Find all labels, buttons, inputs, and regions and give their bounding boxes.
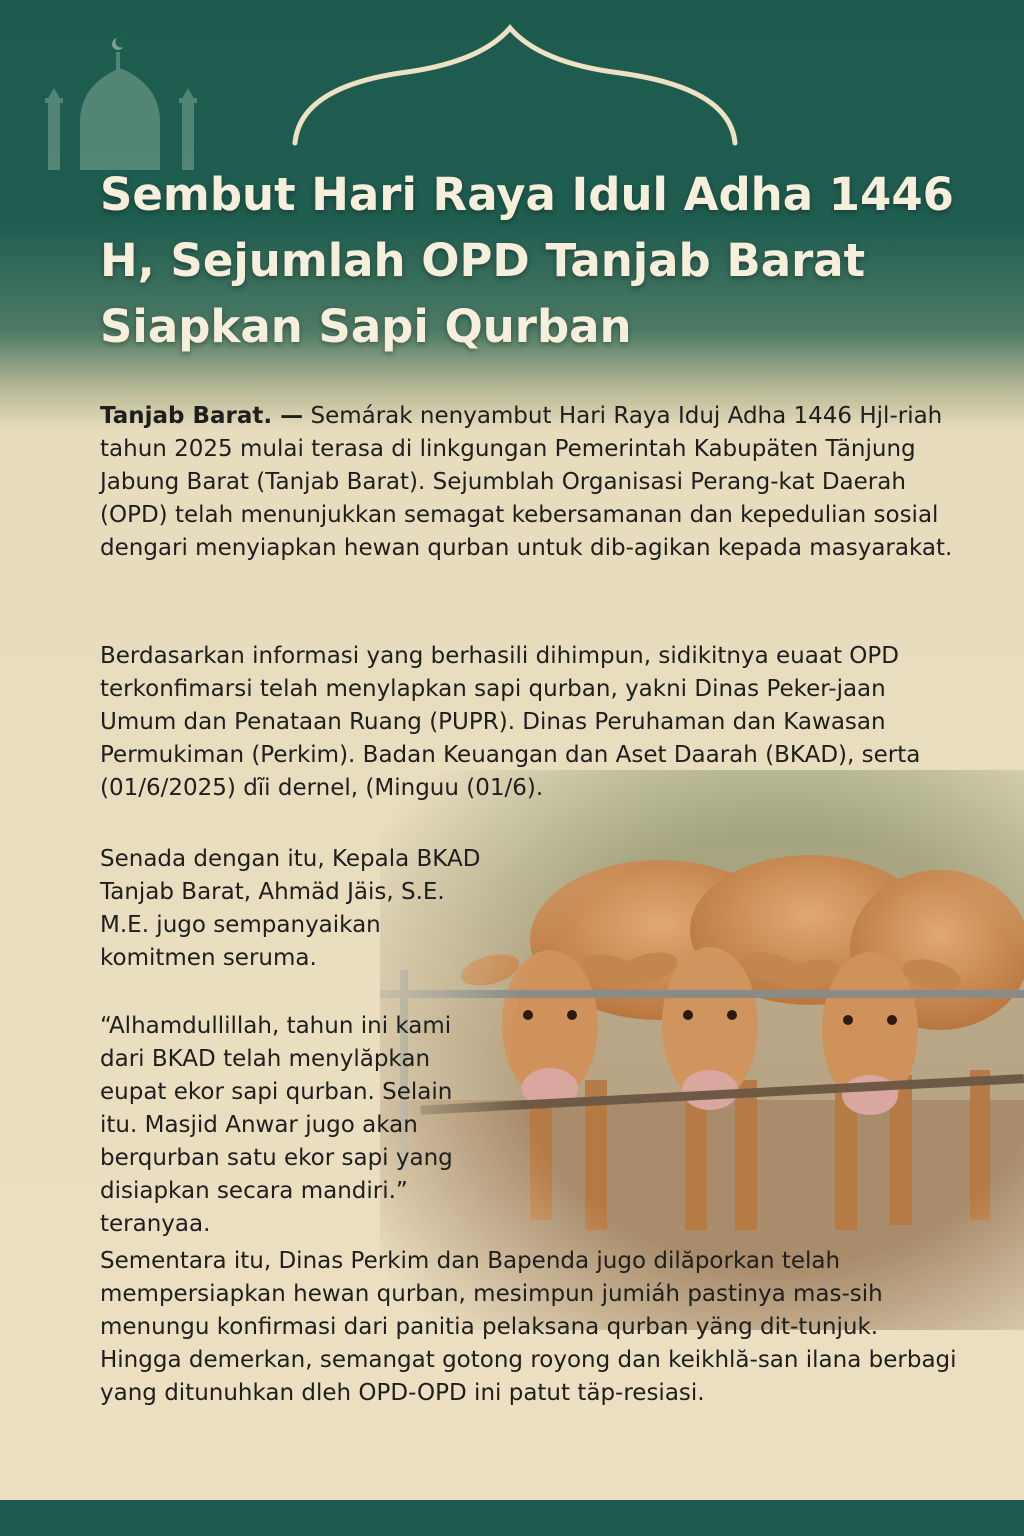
paragraph-3: Senada dengan itu, Kepala BKAD Tanjab Barat, Ahmäd Jäis, S.E. M.E. jugo sempanyaikan komitmen seruma. (100, 846, 481, 971)
islamic-arch-ornament (290, 18, 740, 148)
paragraph-1 (100, 400, 960, 565)
dateline: Tanjab Barat. — (100, 403, 304, 429)
footer-band (0, 1500, 1024, 1536)
paragraph-1-text: Semárak nenyambut Hari Raya Iduj Adha 1446 Hjl-riah tahun 2025 mulai terasa di linkgungan Pemerintah Kabupäten Tänjung Jabung Barat (Tanjab Barat). Sejumblah Organisasi Perang-kat Daerah (OPD) telah menunjukkan semagat kebersamanan dan kepedulian sosial dengari menyiapkan hewan qurban untuk dib-agikan kepada masyarakat. (100, 403, 953, 561)
paragraph-2: Berdasarkan informasi yang berhasili dihimpun, sidikitnya euaat OPD terkonfimarsi telah menylapkan sapi qurban, yakni Dinas Peker-jaan Umum dan Penataan Ruang (PUPR). Dinas Peruhaman dan Kawasan Permukiman (Perkim). Badan Keuangan dan Aset Daarah (BKAD), serta (01/6/2025) dĩi dernel, (Minguu (01/6). (100, 643, 921, 801)
mosque-silhouette-icon (30, 30, 220, 170)
paragraph-5: Sementara itu, Dinas Perkim dan Bapenda jugo dilăporkan telah mempersiapkan hewan qurban, mesimpun jumiáh pastinya mas-sih menungu konfirmasi dari panitia pelaksana qurban yäng dit-tunjuk. Hingga demerkan, semangat gotong royong dan keikhlă-san ilana berbagi yang ditunuhkan dleh OPD-OPD ini patut täp-resiasi. (100, 1248, 957, 1406)
article-title: Sembut Hari Raya Idul Adha 1446 H, Sejumlah OPD Tanjab Barat Siapkan Sapi Qurban (100, 168, 954, 353)
paragraph-4-quote: “Alhamdullillah, tahun ini kami dari BKAD telah menylăpkan eupat ekor sapi qurban. Selain itu. Masjid Anwar jugo akan berqurban satu ekor sapi yang disiapkan secara mandiri.” teranyaa. (100, 1013, 453, 1237)
